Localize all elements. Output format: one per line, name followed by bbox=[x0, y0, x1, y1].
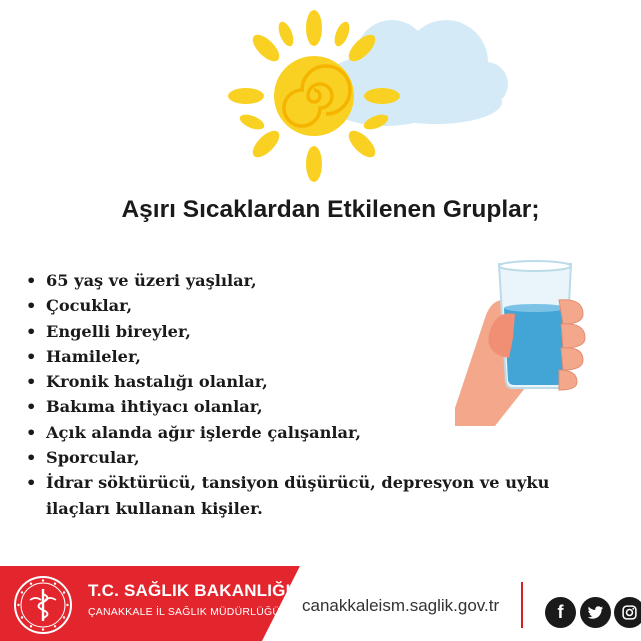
bullet: • bbox=[26, 321, 37, 341]
list-item-continuation bbox=[24, 496, 614, 521]
org-name: T.C. SAĞLIK BAKANLIĞI bbox=[88, 581, 291, 600]
list-item-text: Çocuklar, bbox=[46, 296, 133, 316]
list-item-text: İdrar söktürücü, tansiyon düşürücü, depresyon ve uyku bbox=[46, 473, 550, 493]
hand-glass-illustration bbox=[455, 258, 590, 426]
sun-cloud-illustration bbox=[196, 4, 526, 182]
instagram-icon bbox=[621, 604, 638, 621]
bullet: • bbox=[26, 448, 37, 468]
bullet: • bbox=[26, 397, 37, 417]
twitter-button[interactable] bbox=[580, 597, 611, 628]
fingers-shape bbox=[559, 300, 585, 390]
list-item-text: Bakıma ihtiyacı olanlar, bbox=[46, 397, 263, 417]
footer-divider bbox=[521, 582, 523, 628]
bullet: • bbox=[26, 372, 37, 392]
page-title: Aşırı Sıcaklardan Etkilenen Gruplar; bbox=[121, 196, 540, 223]
facebook-icon: f bbox=[557, 602, 564, 622]
list-item-text: ilaçları kullanan kişiler. bbox=[46, 498, 263, 518]
facebook-button[interactable] bbox=[545, 597, 576, 628]
list-item-text: Hamileler, bbox=[46, 346, 141, 366]
list-item-text: Sporcular, bbox=[46, 448, 140, 468]
list-item bbox=[24, 445, 614, 470]
footer bbox=[0, 566, 641, 641]
instagram-button[interactable] bbox=[614, 597, 641, 628]
list-item-text: Açık alanda ağır işlerde çalışanlar, bbox=[46, 422, 362, 442]
bullet: • bbox=[26, 271, 37, 290]
bullet: • bbox=[26, 422, 37, 442]
bullet: • bbox=[26, 346, 37, 366]
bullet: • bbox=[26, 296, 37, 316]
list-item-text: Engelli bireyler, bbox=[46, 321, 191, 341]
list-item-text: Kronik hastalığı olanlar, bbox=[46, 372, 268, 392]
twitter-icon bbox=[587, 606, 604, 620]
bullet: • bbox=[26, 473, 37, 493]
ministry-emblem-icon bbox=[12, 574, 74, 636]
website-link[interactable]: canakkaleism.saglik.gov.tr bbox=[302, 596, 500, 615]
list-item-text: 65 yaş ve üzeri yaşlılar, bbox=[46, 271, 257, 290]
list-item bbox=[24, 470, 614, 495]
org-subtitle: ÇANAKKALE İL SAĞLIK MÜDÜRLÜĞÜ bbox=[88, 606, 281, 618]
